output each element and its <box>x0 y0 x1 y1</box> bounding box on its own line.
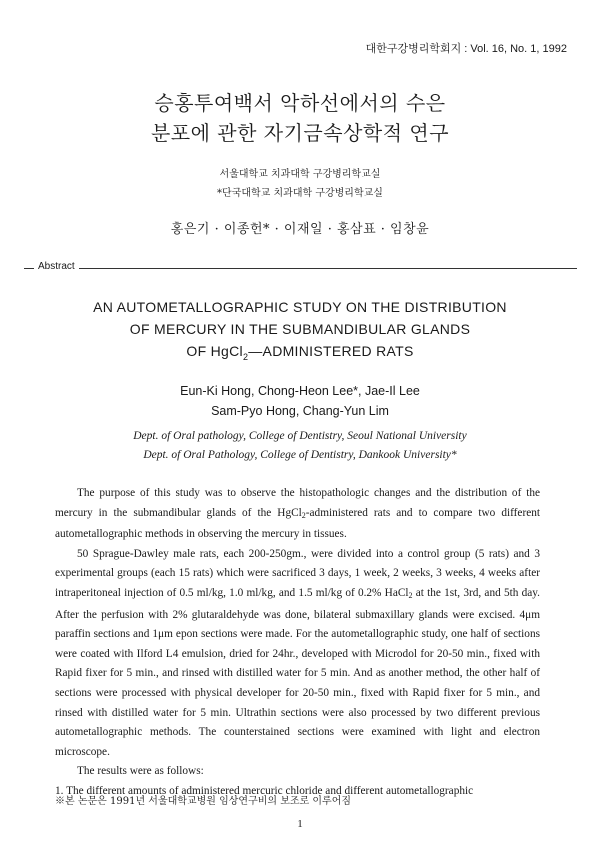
english-title <box>0 296 600 368</box>
affiliation-line: Dept. of Oral pathology, College of Dentistry, Seoul National University <box>133 430 467 442</box>
abstract-body <box>55 484 540 802</box>
title-text: —ADMINISTERED RATS <box>248 343 414 359</box>
paragraph: The results were as follows: <box>77 765 204 778</box>
author-line: Eun-Ki Hong, Chong-Heon Lee*, Jae-Il Lee <box>180 384 420 398</box>
result-item: 1. The different amounts of administered mercuric chloride and different autometallographic <box>55 784 474 797</box>
footnote: ※본 논문은 1991년 서울대학교병원 임상연구비의 보조로 이루어짐 <box>55 796 352 807</box>
subscript: 2 <box>301 510 306 520</box>
journal-citation: 대한구강병리학회지 : Vol. 16, No. 1, 1992 <box>365 43 567 55</box>
abstract-divider <box>24 268 577 269</box>
subscript: 2 <box>408 590 413 600</box>
english-title-line: AN AUTOMETALLOGRAPHIC STUDY ON THE DISTRIBUTION <box>93 299 507 315</box>
title-subscript: 2 <box>242 351 249 362</box>
korean-affiliation: *단국대학교 치과대학 구강병리학교실 <box>217 188 383 199</box>
author-line: Sam-Pyo Hong, Chang-Yun Lim <box>211 404 389 418</box>
paragraph-text: at the 1st, 3rd, and 5th day. After the perfusion with 2% glutaraldehyde was done, bilateral submaxillary glands were excised. 4μm paraffin sections and 1μm epon sections were made. For the autometallographic study, one half of sections were coated with Ilford L4 emulsion, dried for 24hr., developed with Microdol for 20-50 min., fixed with Rapid fixer for 5 min., and rinsed with distilled water for 5 min. And as another method, the other half of sections were processed with physical developer for 20-50 min., fixed with Rapid fixer for 5 min., and rinsed with distilled water for 5 min. Ultrathin sections were also processed by two different previous autometallographic methods. The counterstained sections were examined with light and electron microscope. <box>55 586 540 758</box>
abstract-label: Abstract <box>34 261 79 272</box>
english-authors <box>0 381 600 421</box>
paragraph-text: 50 Sprague-Dawley male rats, each 200-250gm., were divided into a control group (5 rats) and 3 experimental groups (each 15 rats) which were sacrificed 3 days, 1 week, 2 weeks, 3 weeks, 4 weeks after intraperitoneal injection of 0.5 ml/kg, 1.0 ml/kg, and 1.5 ml/kg of 0.2% HaCl <box>55 547 540 599</box>
korean-title-line: 분포에 관한 자기금속상학적 연구 <box>150 121 450 145</box>
english-title-line <box>0 340 600 368</box>
english-affiliations <box>0 427 600 465</box>
korean-authors: 홍은기 · 이종헌* · 이재일 · 홍삼표 · 임창윤 <box>170 222 430 237</box>
title-text: OF HgCl <box>186 343 243 359</box>
paragraph-text: The purpose of this study was to observe the histopathologic changes and the distribution of the mercury in the submandibular glands of the HgCl <box>55 487 540 519</box>
korean-affiliation: 서울대학교 치과대학 구강병리학교실 <box>219 169 381 180</box>
korean-title <box>0 88 600 148</box>
paragraph-text: -administered rats and to compare two different autometallographic methods in observing the mercury in tissues. <box>55 506 541 541</box>
page-number: 1 <box>297 818 303 830</box>
english-title-line: OF MERCURY IN THE SUBMANDIBULAR GLANDS <box>129 321 471 337</box>
paragraph <box>55 545 540 763</box>
affiliation-line: Dept. of Oral Pathology, College of Dentistry, Dankook University* <box>143 449 457 461</box>
korean-title-line: 승홍투여백서 악하선에서의 수은 <box>154 91 446 115</box>
paragraph <box>55 484 540 545</box>
korean-affiliations <box>0 165 600 203</box>
